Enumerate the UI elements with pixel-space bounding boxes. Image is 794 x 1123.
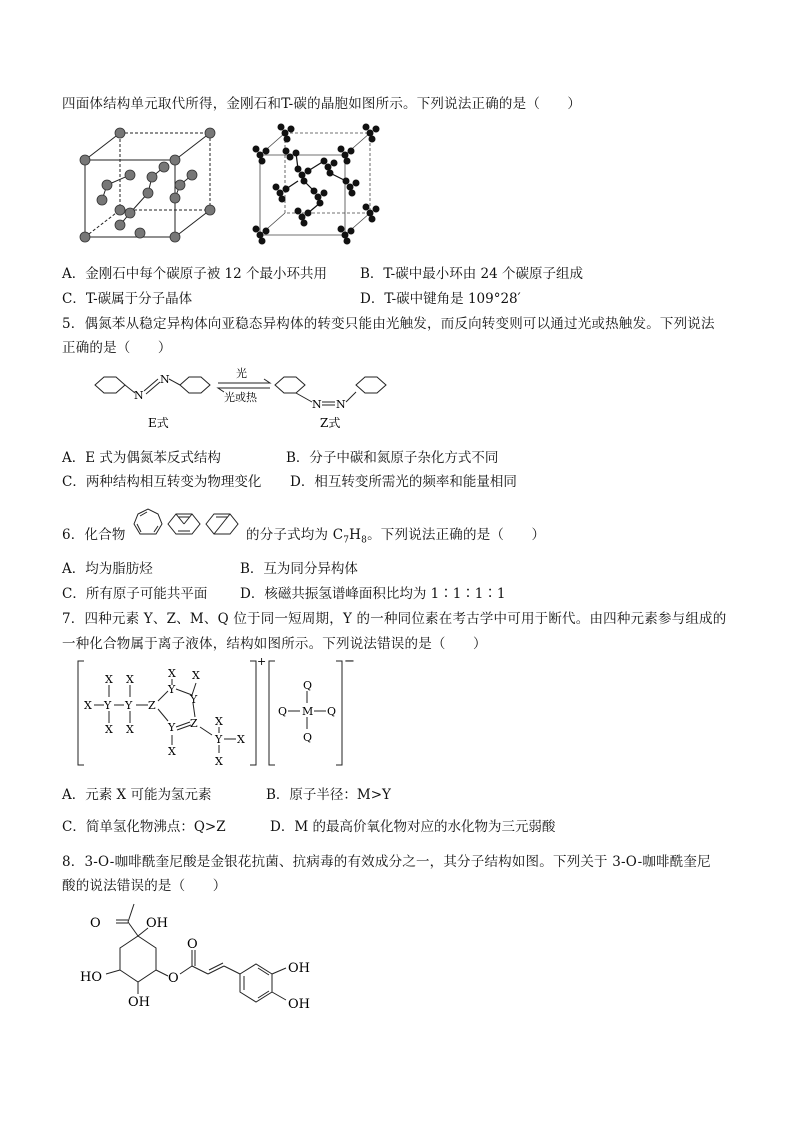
cation-charge: + [257, 655, 267, 668]
q5-option-a: A．E 式为偶氮苯反式结构 [62, 450, 221, 466]
q7-stem-line1: 7．四种元素 Y、Z、M、Q 位于同一短周期，Y 的一种同位素在考古学中可用于断代。由四种元素参与组成的 [62, 611, 727, 627]
anion-charge: − [344, 654, 355, 669]
q4-option-c: C．T-碳属于分子晶体 [62, 291, 193, 307]
ring-oh-1-label: OH [288, 961, 310, 976]
q6-formula-h: H [349, 527, 362, 543]
q4-option-a: A．金刚石中每个碳原子被 12 个最小环共用 [62, 266, 328, 282]
atom-q: Q [303, 731, 313, 744]
q6-compounds-figure [130, 506, 242, 542]
atom-q: Q [327, 705, 337, 718]
q4-option-b: B．T-碳中最小环由 24 个碳原子组成 [360, 266, 584, 282]
carbonyl-o-label: O [90, 916, 101, 931]
atom-m: M [302, 705, 314, 718]
ester-o-label: O [168, 971, 179, 986]
q5-stem-line2: 正确的是（ ） [62, 340, 172, 356]
oh-top-label: OH [146, 916, 168, 931]
atom-y: Y [125, 699, 133, 712]
q6-prefix: 6．化合物 [62, 527, 126, 543]
atom-y: Y [168, 683, 176, 696]
q7-option-b [266, 783, 391, 803]
q5-stem-line1: 5．偶氮苯从稳定异构体向亚稳态异构体的转变只能由光触发，而反向转变则可以通过光或热触发。下列说法 [62, 316, 715, 332]
atom-x: X [215, 715, 223, 728]
ring-oh-2-label: OH [288, 997, 310, 1012]
atom-y: Y [215, 733, 223, 746]
atom-y: Y [104, 699, 112, 712]
q6-sub-c: 7 [343, 535, 350, 546]
q7-option-d: D．M 的最高价氧化物对应的水化物为三元弱酸 [270, 819, 556, 835]
e-form-label: E式 [148, 416, 169, 430]
chlorogenic-acid-structure [76, 898, 346, 1018]
q6-option-c: C．所有原子可能共平面 [62, 586, 208, 602]
atom-x: X [237, 733, 245, 746]
atom-x: X [192, 669, 200, 682]
q7-stem-line2: 一种化合物属于离子液体，结构如图所示。下列说法错误的是（ ） [62, 636, 487, 652]
q6-suffix [246, 523, 545, 546]
q6-question: 。下列说法正确的是（ ） [367, 527, 546, 543]
q4-option-d: D．T-碳中键角是 109°28′ [360, 291, 521, 307]
q7-option-a: A．元素 X 可能为氢元素 [62, 787, 212, 803]
q5-option-c: C．两种结构相互转变为物理变化 [62, 474, 262, 490]
q5-option-b: B．分子中碳和氮原子杂化方式不同 [286, 450, 499, 466]
e-n2-label: N [160, 373, 170, 386]
reverse-condition: 光或热 [224, 391, 257, 404]
q6-option-a: A．均为脂肪烃 [62, 561, 153, 577]
q8-stem-line2: 酸的说法错误的是（ ） [62, 878, 227, 894]
ionic-liquid-structure [76, 655, 356, 770]
z-n2-label: N [336, 398, 346, 411]
forward-condition: 光 [236, 367, 247, 380]
z-form-label: Z式 [320, 416, 341, 430]
atom-x: X [126, 673, 134, 686]
q5-option-d: D．相互转变所需光的频率和能量相同 [290, 474, 517, 490]
e-n1-label: N [134, 389, 144, 402]
atom-x: X [126, 723, 134, 736]
q6-sub-h: 8 [361, 535, 368, 546]
atom-y: Y [168, 721, 176, 734]
q6-option-d: D．核磁共振氢谱峰面积比均为 1∶1∶1∶1 [240, 586, 506, 602]
ho-left-label: HO [80, 970, 102, 985]
azobenzene-isomerization-scheme [90, 360, 390, 435]
ester-carbonyl-o-label: O [187, 937, 198, 952]
atom-x: X [105, 673, 113, 686]
q8-stem-line1: 8．3-O-咖啡酰奎尼酸是金银花抗菌、抗病毒的有效成分之一，其分子结构如图。下列关于 3-O-咖啡酰奎尼 [62, 854, 711, 870]
atom-x: X [105, 723, 113, 736]
q7-option-c-value: Q>Z [193, 819, 226, 835]
atom-x: X [168, 667, 176, 680]
q6-formula-text: 的分子式均为 C [246, 527, 344, 543]
atom-x: X [168, 745, 176, 758]
z-n1-label: N [312, 398, 322, 411]
q4-stem: 四面体结构单元取代所得，金刚石和T-碳的晶胞如图所示。下列说法正确的是（ ） [62, 96, 582, 112]
q7-option-c [62, 815, 226, 835]
atom-x: X [84, 699, 92, 712]
atom-x: X [215, 755, 223, 768]
q7-option-b-value: M>Y [356, 787, 391, 803]
diamond-cell-figure [80, 125, 220, 250]
q6-option-b: B．互为同分异构体 [240, 561, 358, 577]
t-carbon-cell-figure [250, 125, 380, 243]
atom-q: Q [303, 679, 313, 692]
q7-option-b-prefix: B．原子半径： [266, 787, 357, 803]
atom-z: Z [190, 717, 198, 730]
oh-bottom-label: OH [128, 995, 150, 1010]
atom-z: Z [148, 699, 156, 712]
q7-option-c-prefix: C．简单氢化物沸点： [62, 819, 194, 835]
atom-q: Q [278, 705, 288, 718]
atom-y: Y [190, 693, 198, 706]
